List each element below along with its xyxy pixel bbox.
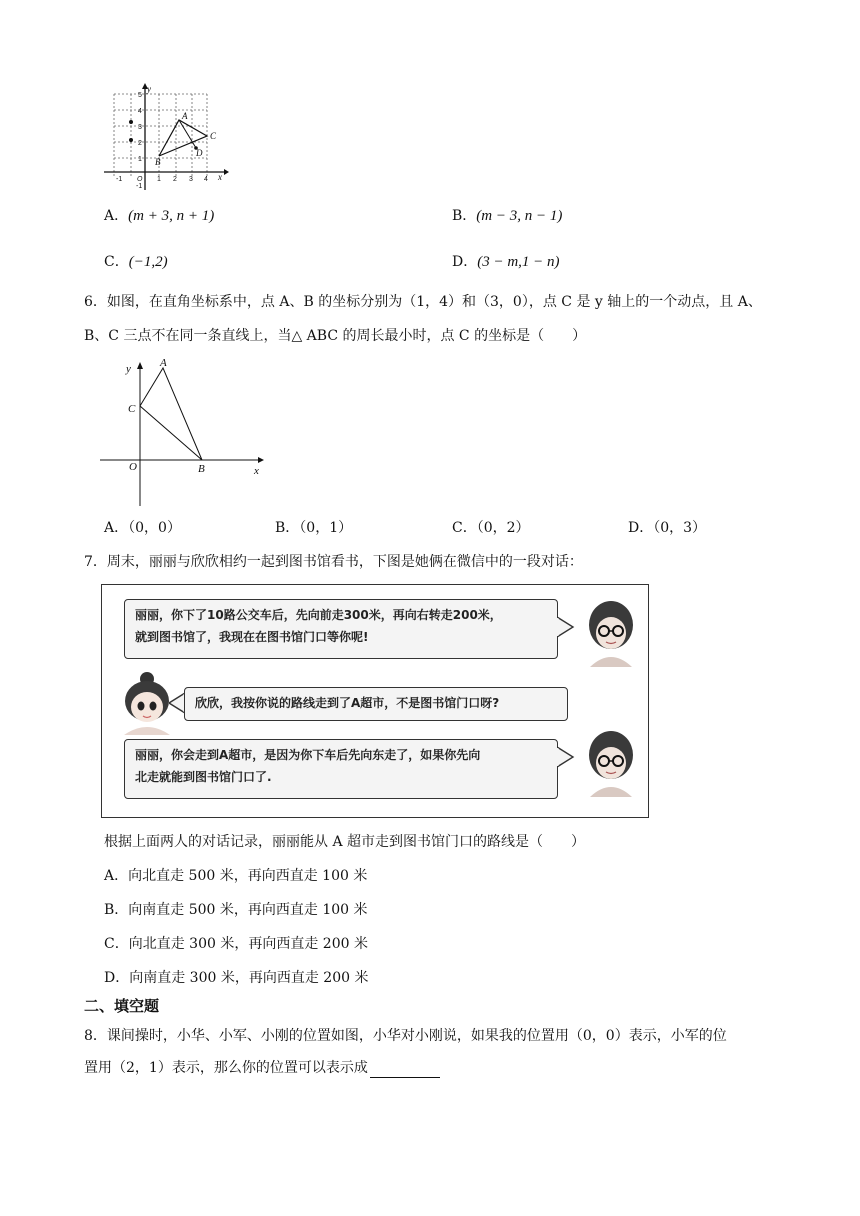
chat-bubble-3-line2: 北走就能到图书馆门口了. xyxy=(135,770,272,784)
q5-point-a: A xyxy=(182,111,188,121)
option-value: （0，1） xyxy=(299,520,353,536)
chat-bubble-2 xyxy=(184,687,568,721)
q5-point-b: B xyxy=(155,157,161,167)
chat-bubble-3 xyxy=(124,739,558,799)
chat-bubble-1-line1: 丽丽，你下了10路公交车后，先向前走300米，再向右转走200米， xyxy=(135,608,502,622)
option-letter: B． xyxy=(275,520,300,536)
q6-option-b xyxy=(275,518,352,538)
q8-text-line2 xyxy=(84,1058,440,1078)
q5-y-tick: 5 xyxy=(138,92,142,99)
q5-option-d xyxy=(452,252,560,272)
q5-y-tick: 3 xyxy=(138,124,142,131)
q7-option-d: D．向南直走 300 米，再向西直走 200 米 xyxy=(104,970,369,986)
option-letter: C． xyxy=(104,254,129,270)
option-value: (−1,2) xyxy=(128,254,168,270)
answer-blank[interactable] xyxy=(370,1063,440,1078)
q7-prompt: 根据上面两人的对话记录，丽丽能从 A 超市走到图书馆门口的路线是（ ） xyxy=(104,834,586,850)
chat-bubble-1 xyxy=(124,599,558,659)
q5-point-c: C xyxy=(210,131,217,141)
option-value: （0，0） xyxy=(128,520,181,536)
q5-option-a xyxy=(104,206,214,226)
option-letter: D． xyxy=(628,520,654,536)
option-value: (3 − m,1 − n) xyxy=(477,254,560,270)
q5-x-tick: 3 xyxy=(189,176,193,183)
option-value: （0，2） xyxy=(476,520,530,536)
q5-x-tick: 2 xyxy=(173,176,177,183)
option-letter: D． xyxy=(452,254,478,270)
q6-y-label: y xyxy=(126,363,131,375)
chat-bubble-1-line2: 就到图书馆了，我现在在图书馆门口等你呢! xyxy=(135,630,369,644)
q5-x-tick: -1 xyxy=(116,176,123,183)
q6-label-a: A xyxy=(160,357,167,369)
q5-grid-figure xyxy=(100,82,230,194)
option-value: (m + 3, n + 1) xyxy=(128,208,215,224)
q6-label-c: C xyxy=(128,403,136,415)
q5-option-c xyxy=(104,252,168,272)
option-letter: B． xyxy=(452,208,477,224)
chat-bubble-3-line1: 丽丽，你会走到A超市，是因为你下车后先向东走了，如果你先向 xyxy=(135,748,481,762)
q6-text-line2: B、C 三点不在同一条直线上，当△ ABC 的周长最小时，点 C 的坐标是（ ） xyxy=(84,328,587,344)
q7-option-a: A．向北直走 500 米，再向西直走 100 米 xyxy=(104,868,368,884)
option-letter: A． xyxy=(104,208,129,224)
q8-text-line1: 8．课间操时，小华、小军、小刚的位置如图，小华对小刚说，如果我的位置用（0，0）表示，小军的位 xyxy=(84,1028,727,1044)
q5-point-d: D xyxy=(196,148,203,158)
q5-y-axis-label: y xyxy=(147,84,151,94)
q5-option-b xyxy=(452,206,562,226)
q5-y-tick: 1 xyxy=(138,156,142,163)
option-value: （0，3） xyxy=(653,520,707,536)
chat-bubble-3-tail xyxy=(557,745,575,769)
q6-figure xyxy=(98,356,268,508)
chat-bubble-1-tail xyxy=(557,615,575,639)
wechat-dialogue-image xyxy=(101,584,649,818)
option-letter: C． xyxy=(452,520,477,536)
q5-y-tick: 4 xyxy=(138,108,142,115)
q5-x-tick: O xyxy=(137,176,143,183)
option-value: (m − 3, n − 1) xyxy=(476,208,563,224)
q5-x-tick: 1 xyxy=(157,176,161,183)
q6-option-c xyxy=(452,518,530,538)
q6-label-o: O xyxy=(129,461,137,473)
q7-option-b: B．向南直走 500 米，再向西直走 100 米 xyxy=(104,902,368,918)
q5-y-tick: -1 xyxy=(136,183,143,190)
q8-text-line2-content: 置用（2，1）表示，那么你的位置可以表示成 xyxy=(84,1060,368,1076)
q6-option-a xyxy=(104,518,181,538)
q6-label-b: B xyxy=(198,463,205,475)
chat-bubble-2-tail xyxy=(169,691,185,715)
q5-x-tick: 4 xyxy=(204,176,208,183)
section-heading: 二、填空题 xyxy=(84,997,160,1015)
q7-text-line1: 7．周末，丽丽与欣欣相约一起到图书馆看书，下图是她俩在微信中的一段对话： xyxy=(84,554,583,570)
lili-avatar xyxy=(578,595,644,667)
q7-option-c: C．向北直走 300 米，再向西直走 200 米 xyxy=(104,936,368,952)
q6-text-line1: 6．如图，在直角坐标系中，点 A、B 的坐标分别为（1，4）和（3，0），点 C 是 y 轴上的一个动点，且 A、 xyxy=(84,294,762,310)
chat-bubble-2-line1: 欣欣，我按你说的路线走到了A超市，不是图书馆门口呀? xyxy=(195,696,500,710)
q5-y-tick: 2 xyxy=(138,140,142,147)
option-letter: A． xyxy=(104,520,129,536)
q6-option-d xyxy=(628,518,706,538)
lili-avatar-2 xyxy=(578,725,644,797)
q5-x-axis-label: x xyxy=(218,172,222,182)
q6-x-label: x xyxy=(254,465,259,477)
